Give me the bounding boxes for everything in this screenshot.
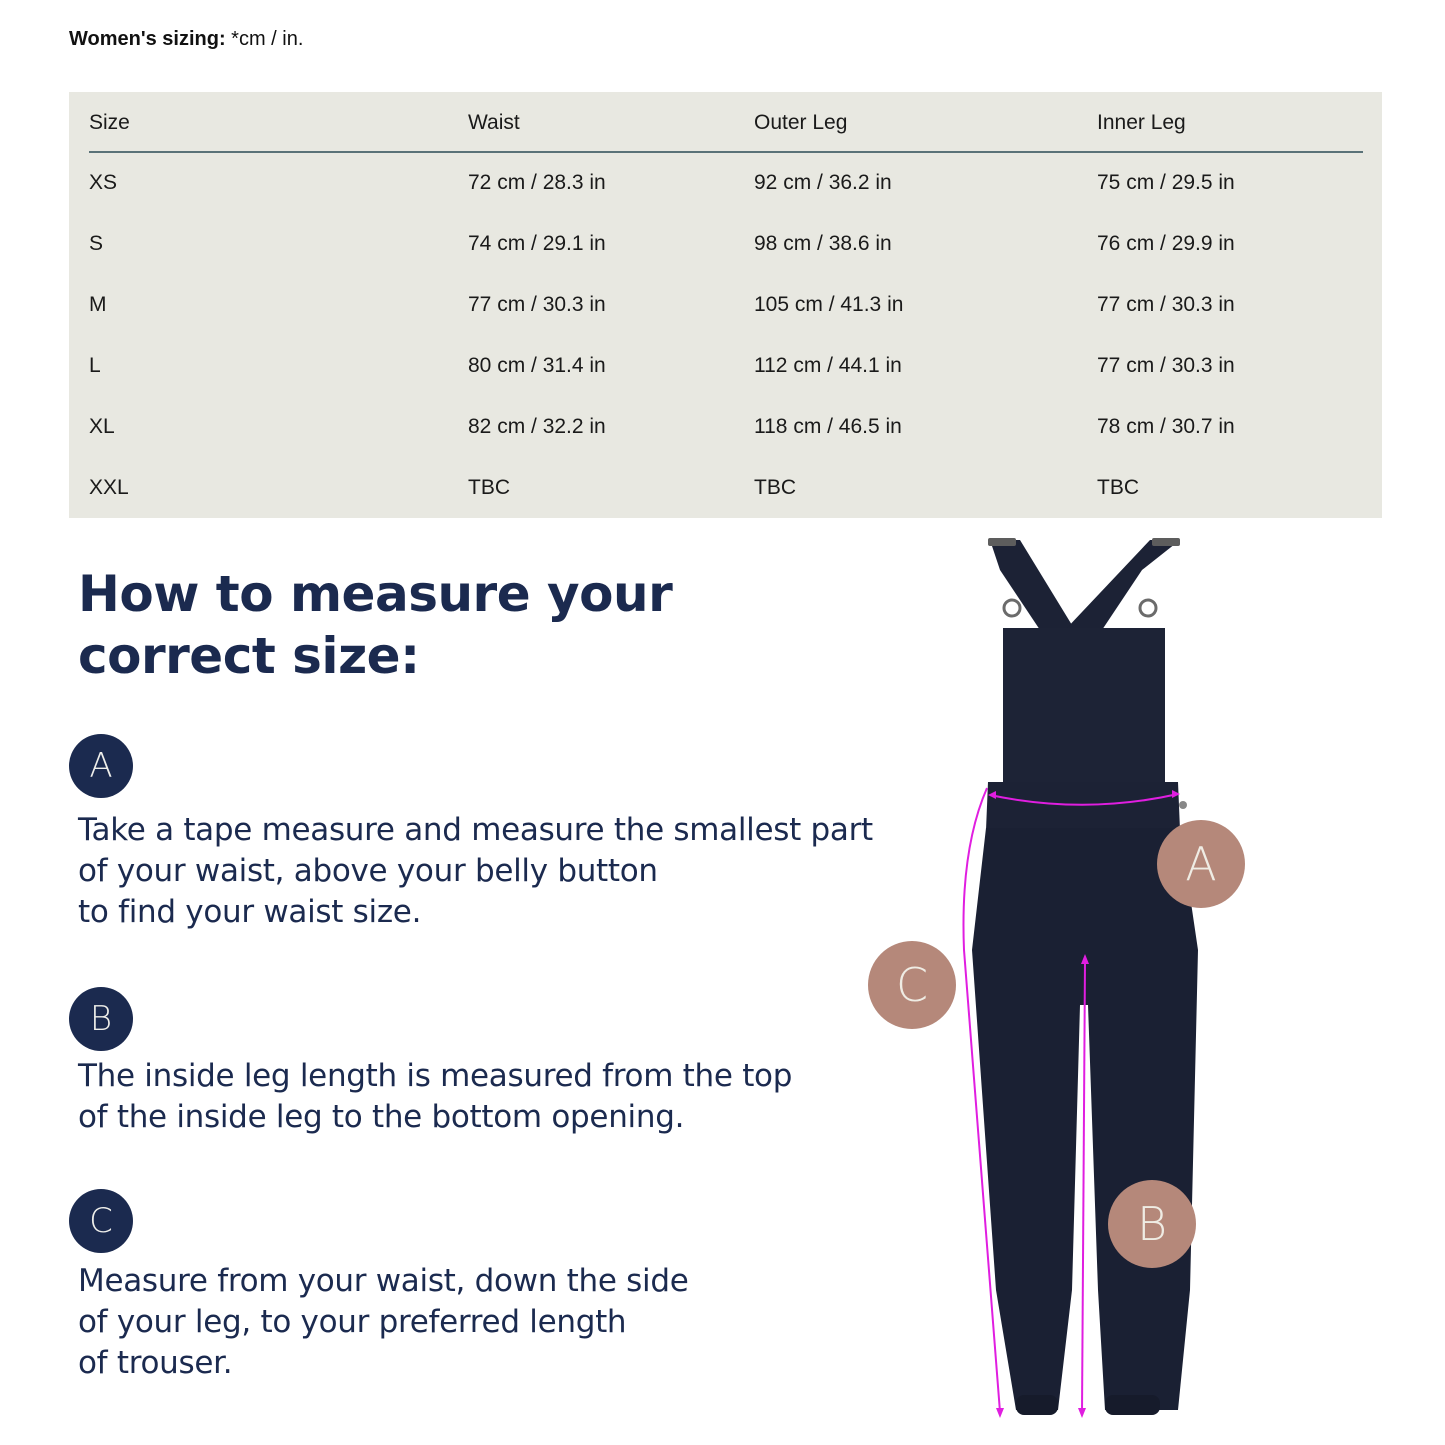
cell-outer-leg: 118 cm / 46.5 in [754, 414, 902, 438]
cell-size: L [89, 353, 101, 377]
cell-inner-leg: 77 cm / 30.3 in [1097, 292, 1235, 316]
table-row [89, 335, 1363, 396]
table-header-row [89, 92, 1363, 152]
measure-tag-a: A [1157, 820, 1245, 908]
table-row [89, 213, 1363, 274]
page-title-line2: correct size: [78, 627, 420, 685]
table-row [89, 274, 1363, 335]
cell-outer-leg: TBC [754, 475, 796, 499]
step-c-line: Measure from your waist, down the side [78, 1263, 689, 1299]
measure-tag-c: C [868, 941, 956, 1029]
cell-outer-leg: 92 cm / 36.2 in [754, 171, 892, 194]
step-a-line: of your waist, above your belly button [78, 853, 658, 889]
header-waist: Waist [468, 92, 754, 152]
step-a-line: to find your waist size. [78, 894, 422, 930]
page-title [78, 563, 672, 687]
cell-outer-leg: 105 cm / 41.3 in [754, 292, 904, 316]
cell-waist: 77 cm / 30.3 in [468, 292, 606, 316]
page-title-line1: How to measure your [78, 565, 673, 623]
cell-inner-leg: 77 cm / 30.3 in [1097, 353, 1235, 377]
cell-waist: TBC [468, 475, 510, 499]
table-row [89, 396, 1363, 457]
cell-size: S [89, 231, 104, 255]
cell-inner-leg: 76 cm / 29.9 in [1097, 231, 1235, 255]
sizing-note-label: Women's sizing: [69, 28, 226, 50]
cell-inner-leg: 75 cm / 29.5 in [1097, 171, 1235, 194]
step-c-line: of your leg, to your preferred length [78, 1304, 627, 1340]
table-row [89, 457, 1363, 518]
step-b-line: of the inside leg to the bottom opening. [78, 1099, 685, 1135]
header-inner-leg: Inner Leg [1097, 92, 1363, 152]
sizing-note [69, 28, 303, 51]
measure-tag-b: B [1108, 1180, 1196, 1268]
cell-inner-leg: TBC [1097, 475, 1139, 499]
step-badge-b: B [69, 987, 133, 1051]
step-a-text [78, 810, 873, 933]
cell-outer-leg: 98 cm / 38.6 in [754, 231, 892, 255]
step-badge-c: C [69, 1189, 133, 1253]
step-c-text [78, 1261, 688, 1384]
header-size: Size [89, 92, 468, 152]
cell-inner-leg: 78 cm / 30.7 in [1097, 414, 1235, 438]
step-b-line: The inside leg length is measured from the top [78, 1058, 793, 1094]
cell-size: M [89, 292, 107, 316]
cell-waist: 72 cm / 28.3 in [468, 171, 606, 194]
cell-outer-leg: 112 cm / 44.1 in [754, 353, 902, 377]
table-row [89, 152, 1363, 213]
cell-waist: 80 cm / 31.4 in [468, 353, 606, 377]
cell-size: XS [89, 171, 118, 194]
sizing-note-units: *cm / in. [225, 28, 304, 50]
size-table [89, 92, 1363, 518]
step-c-line: of trouser. [78, 1345, 233, 1381]
step-b-text [78, 1056, 792, 1138]
cell-size: XXL [89, 475, 129, 499]
step-badge-a: A [69, 734, 133, 798]
dungarees-illustration [860, 530, 1280, 1430]
step-a-line: Take a tape measure and measure the smallest part [78, 812, 873, 848]
cell-waist: 74 cm / 29.1 in [468, 231, 606, 255]
cell-size: XL [89, 414, 115, 438]
cell-waist: 82 cm / 32.2 in [468, 414, 606, 438]
header-outer-leg: Outer Leg [754, 92, 1097, 152]
size-table-container [69, 92, 1382, 518]
